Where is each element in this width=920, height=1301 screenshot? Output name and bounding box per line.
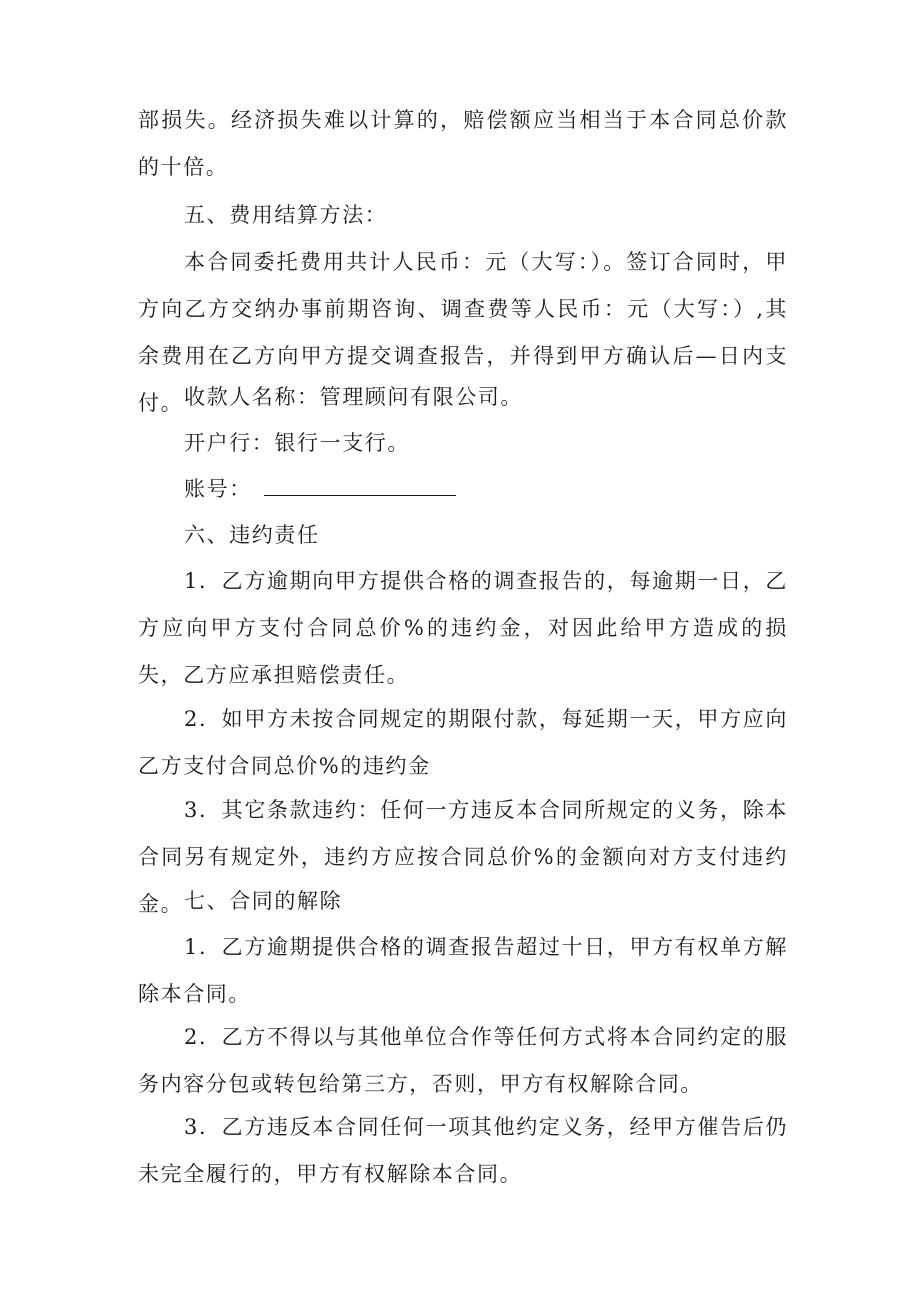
clause-termination-1: 1．乙方逾期提供合格的调查报告超过十日，甲方有权单方解除本合同。 <box>138 935 788 1006</box>
paragraph-payee-name: 收款人名称：管理顾问有限公司。 <box>184 385 523 409</box>
account-label: 账号： <box>184 477 252 501</box>
paragraph-bank: 开户行：银行一支行。 <box>184 431 410 455</box>
paragraph-loss-compensation: 部损失。经济损失难以计算的，赔偿额应当相当于本合同总价款的十倍。 <box>138 108 788 179</box>
clause-breach-3: 3．其它条款违约：任何一方违反本合同所规定的义务，除本合同另有规定外，违约方应按合同总价%的金额向对方支付违约金。 <box>138 798 788 916</box>
account-blank-line <box>264 471 456 496</box>
clause-breach-1: 1．乙方逾期向甲方提供合格的调查报告的，每逾期一日，乙方应向甲方支付合同总价%的违约金，对因此给甲方造成的损失，乙方应承担赔偿责任。 <box>138 569 788 687</box>
section-heading-fee-settlement: 五、费用结算方法： <box>184 203 388 227</box>
paragraph-fee-amount: 本合同委托费用共计人民币：元（大写：）。签订合同时，甲方向乙方交纳办事前期咨询、调查费等人民币：元（大写：）,其余费用在乙方向甲方提交调查报告，并得到甲方确认后—日内支付。 <box>138 250 788 415</box>
paragraph-account <box>138 466 788 513</box>
clause-termination-3: 3．乙方违反本合同任何一项其他约定义务，经甲方催告后仍未完全履行的，甲方有权解除本合同。 <box>138 1115 788 1186</box>
section-heading-breach-liability: 六、违约责任 <box>184 523 320 547</box>
clause-termination-2: 2．乙方不得以与其他单位合作等任何方式将本合同约定的服务内容分包或转包给第三方，否则，甲方有权解除合同。 <box>138 1025 788 1096</box>
clause-breach-2: 2．如甲方未按合同规定的期限付款，每延期一天，甲方应向乙方支付合同总价%的违约金 <box>138 707 788 778</box>
section-heading-termination: 七、合同的解除 <box>184 889 343 913</box>
